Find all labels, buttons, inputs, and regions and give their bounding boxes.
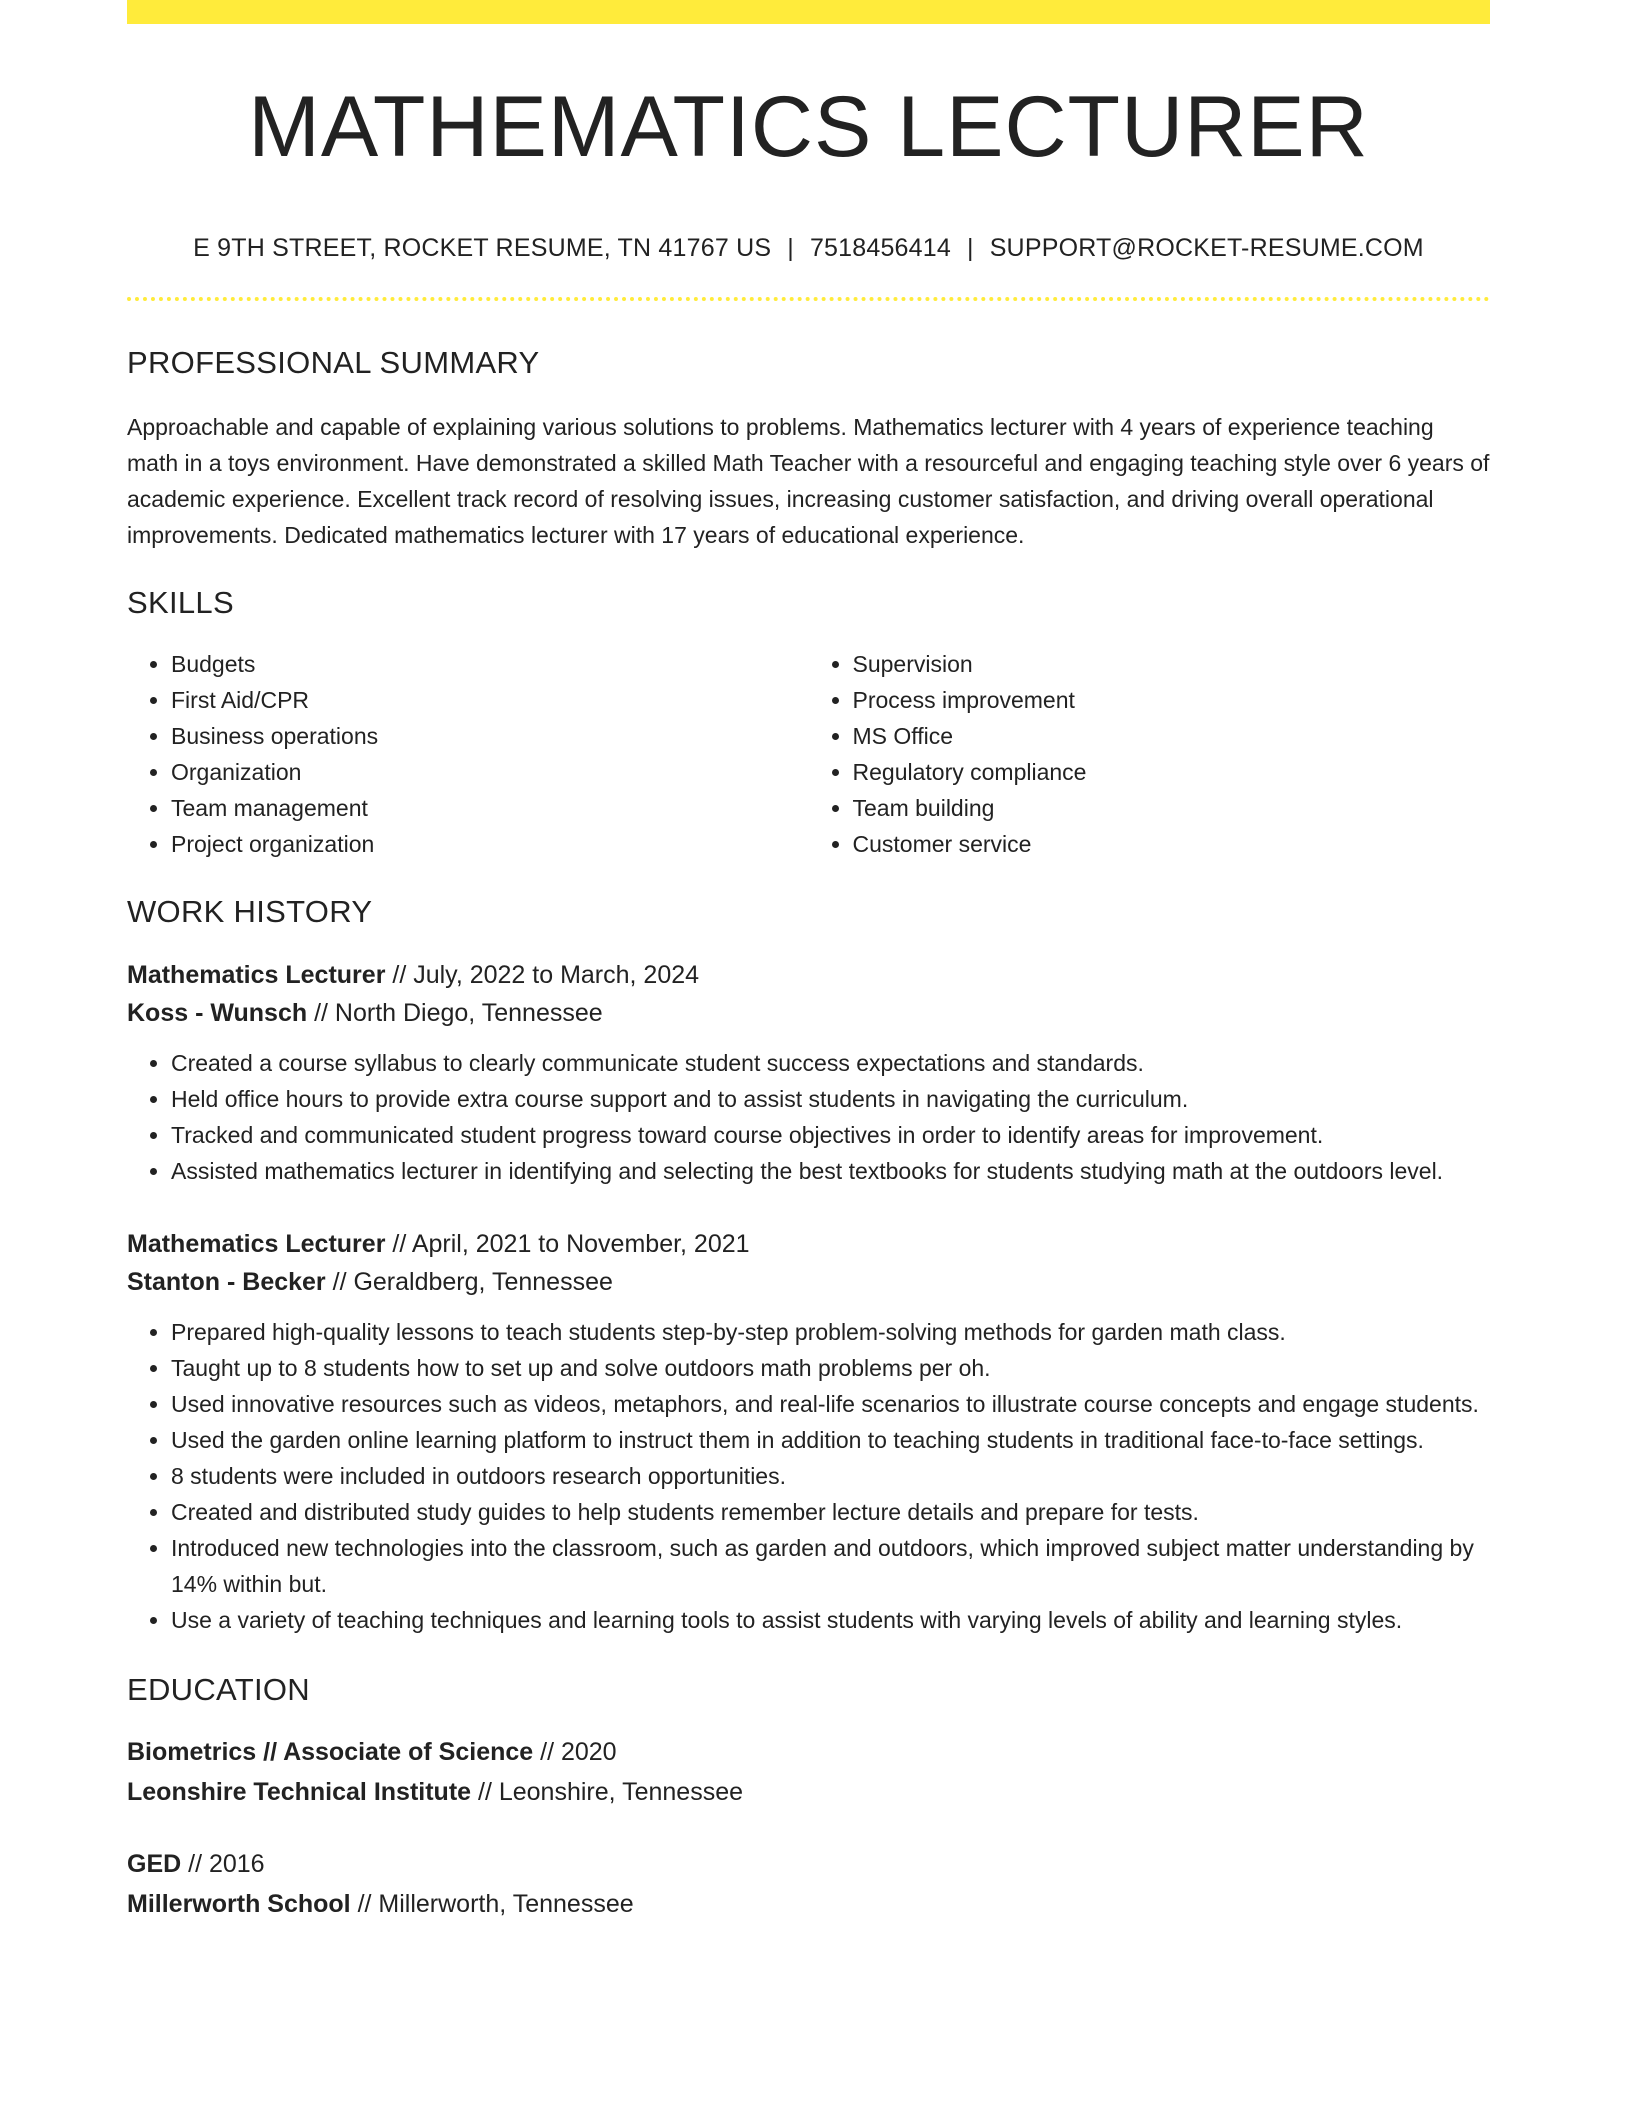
skill-item: • Customer service — [853, 826, 1491, 862]
page-title: MATHEMATICS LECTURER — [248, 79, 1369, 175]
job-dates: // July, 2022 to March, 2024 — [385, 961, 700, 989]
job-entry — [127, 956, 1490, 1189]
job-company-line — [127, 994, 1490, 1032]
list-item: • Assisted mathematics lecturer in identifying and selecting the best textbooks for students studying math at the outdoors level. — [171, 1153, 1490, 1189]
list-item: • Created and distributed study guides to help students remember lecture details and prepare for tests. — [171, 1494, 1490, 1530]
job-title-line — [127, 956, 1490, 994]
separator: | — [966, 234, 974, 262]
accent-bar — [127, 0, 1490, 24]
work-history-section — [127, 894, 1490, 1638]
school-location: // Leonshire, Tennessee — [471, 1778, 743, 1806]
skill-item: • Supervision — [853, 646, 1491, 682]
address: E 9TH STREET, ROCKET RESUME, TN 41767 US — [193, 234, 772, 262]
job-dates: // April, 2021 to November, 2021 — [385, 1230, 750, 1258]
skill-item: • First Aid/CPR — [171, 682, 809, 718]
list-item: • Introduced new technologies into the classroom, such as garden and outdoors, which improved subject matter understanding by 14% within but. — [171, 1530, 1490, 1602]
degree-line — [127, 1844, 1490, 1884]
company-location: // North Diego, Tennessee — [307, 999, 603, 1027]
job-title: Mathematics Lecturer — [127, 1230, 386, 1258]
section-heading: EDUCATION — [127, 1672, 310, 1707]
skills-columns — [127, 646, 1490, 862]
separator: | — [787, 234, 794, 262]
education-entry — [127, 1732, 1490, 1812]
degree: Biometrics // Associate of Science — [127, 1738, 534, 1766]
degree-line — [127, 1732, 1490, 1772]
list-item: • 8 students were included in outdoors research opportunities. — [171, 1458, 1490, 1494]
skills-list-right — [809, 646, 1491, 862]
company-name: Koss - Wunsch — [127, 999, 308, 1027]
job-bullets — [127, 1045, 1490, 1189]
skill-item: • Team building — [853, 790, 1491, 826]
skill-item: • Business operations — [171, 718, 809, 754]
degree: GED — [127, 1850, 182, 1878]
company-name: Stanton - Becker — [127, 1268, 326, 1296]
contact-line — [127, 234, 1490, 263]
section-heading: SKILLS — [127, 585, 234, 620]
graduation-year: // 2020 — [533, 1738, 617, 1766]
list-item: • Prepared high-quality lessons to teach students step-by-step problem-solving methods for garden math class. — [171, 1314, 1490, 1350]
list-item: • Use a variety of teaching techniques and learning tools to assist students with varying levels of ability and learning styles. — [171, 1602, 1490, 1638]
school-name: Leonshire Technical Institute — [127, 1778, 472, 1806]
job-title: Mathematics Lecturer — [127, 961, 386, 989]
phone: 7518456414 — [809, 234, 951, 262]
school-location: // Millerworth, Tennessee — [350, 1890, 634, 1918]
skills-list-left — [127, 646, 809, 862]
skill-item: • Process improvement — [853, 682, 1491, 718]
resume-page — [127, 0, 1490, 1924]
skill-item: • Regulatory compliance — [853, 754, 1491, 790]
skill-item: • Project organization — [171, 826, 809, 862]
school-line — [127, 1772, 1490, 1812]
job-title-line — [127, 1225, 1490, 1263]
summary-text: Approachable and capable of explaining various solutions to problems. Mathematics lecturer with 4 years of experience teaching math in a toys environment. Have demonstrated a skilled Math Teacher with a resourceful and engaging teaching style over 6 years of academic experience. Excellent track record of resolving issues, increasing customer satisfaction, and driving overall operational improvements. Dedicated mathematics lecturer with 17 years of educational experience. — [127, 414, 1490, 548]
school-name: Millerworth School — [127, 1890, 351, 1918]
job-entry — [127, 1225, 1490, 1638]
company-location: // Geraldberg, Tennessee — [325, 1268, 613, 1296]
skill-item: • MS Office — [853, 718, 1491, 754]
list-item: • Created a course syllabus to clearly communicate student success expectations and standards. — [171, 1045, 1490, 1081]
school-line — [127, 1884, 1490, 1924]
education-entry — [127, 1844, 1490, 1924]
email: SUPPORT@ROCKET-RESUME.COM — [989, 234, 1424, 262]
section-heading: PROFESSIONAL SUMMARY — [127, 345, 540, 380]
skill-item: • Team management — [171, 790, 809, 826]
section-heading: WORK HISTORY — [127, 894, 373, 929]
skill-item: • Budgets — [171, 646, 809, 682]
list-item: • Used innovative resources such as videos, metaphors, and real-life scenarios to illustrate course concepts and engage students. — [171, 1386, 1490, 1422]
job-company-line — [127, 1263, 1490, 1301]
job-bullets — [127, 1314, 1490, 1638]
dotted-divider — [127, 297, 1490, 301]
list-item: • Held office hours to provide extra course support and to assist students in navigating the curriculum. — [171, 1081, 1490, 1117]
education-section — [127, 1672, 1490, 1924]
list-item: • Tracked and communicated student progress toward course objectives in order to identify areas for improvement. — [171, 1117, 1490, 1153]
list-item: • Taught up to 8 students how to set up and solve outdoors math problems per oh. — [171, 1350, 1490, 1386]
graduation-year: // 2016 — [181, 1850, 265, 1878]
skill-item: • Organization — [171, 754, 809, 790]
skills-section — [127, 585, 1490, 862]
summary-section — [127, 345, 1490, 553]
list-item: • Used the garden online learning platform to instruct them in addition to teaching students in traditional face-to-face settings. — [171, 1422, 1490, 1458]
